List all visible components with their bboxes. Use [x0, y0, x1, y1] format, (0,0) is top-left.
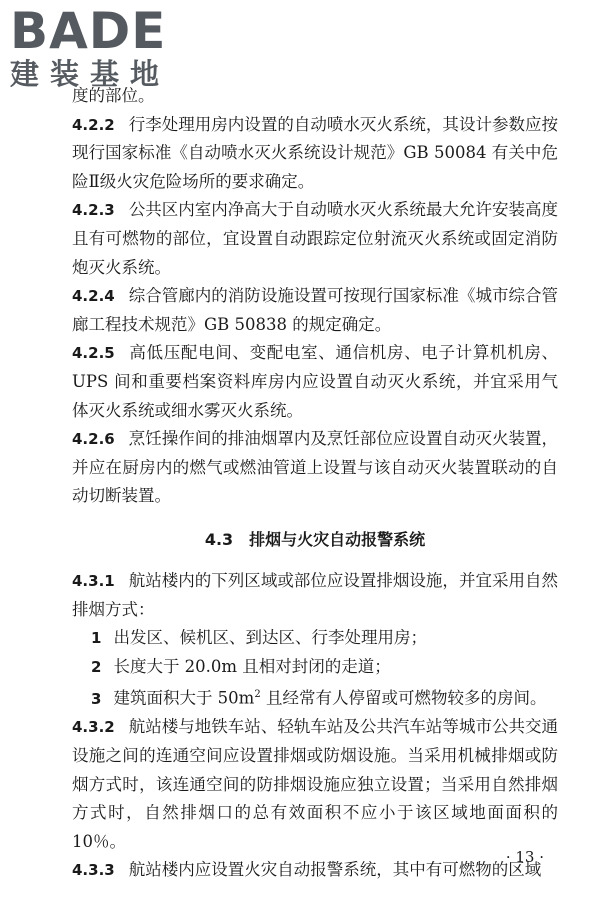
document-page	[72, 82, 558, 885]
clause-number: 4.3.3	[72, 861, 115, 880]
clause-number: 4.2.4	[72, 287, 115, 306]
section-number: 4.3	[204, 529, 234, 549]
section-title: 排烟与火灾自动报警系统	[249, 529, 426, 549]
clause-text: 航站楼内应设置火灾自动报警系统，其中有可燃物的区域	[128, 860, 542, 880]
item-number: 2	[91, 657, 102, 676]
clause-number: 4.3.2	[72, 718, 115, 737]
clause-number: 4.2.2	[72, 115, 115, 134]
clause-number: 4.3.1	[72, 571, 115, 590]
item-number: 1	[91, 629, 102, 648]
clause-text: 航站楼与地铁车站、轻轨车站及公共汽车站等城市公共交通设施之间的连通空间应设置排烟或防烟设施。当采用机械排烟或防烟方式时，该连通空间的防排烟设施应独立设置；当采用自然排烟方式时，自然排烟口的总有效面积不应小于该区域地面面积的 10％。	[72, 717, 558, 851]
item-number: 3	[91, 689, 102, 708]
clause-text: 烹饪操作间的排油烟罩内及烹饪部位应设置自动灭火装置，并应在厨房内的燃气或燃油管道上设置与该自动灭火装置联动的自动切断装置。	[72, 429, 558, 506]
item-text: 长度大于 20.0m 且相对封闭的走道；	[113, 656, 391, 676]
bade-logo	[10, 2, 180, 91]
superscript: 2	[254, 689, 261, 701]
clause-4-2-4	[72, 282, 558, 339]
clause-number: 4.2.3	[72, 201, 115, 220]
clause-4-3-1	[72, 567, 558, 624]
clause-number: 4.2.5	[72, 344, 115, 363]
clause-4-2-3	[72, 196, 558, 282]
page-number: · 13 ·	[505, 848, 544, 866]
clause-4-2-5	[72, 339, 558, 425]
clause-text: 行李处理用房内设置的自动喷水灭火系统，其设计参数应按现行国家标准《自动喷水灭火系统设计规范》GB 50084 有关中危险Ⅱ级火灾危险场所的要求确定。	[72, 114, 558, 191]
logo-subtitle: 建装基地	[10, 57, 171, 91]
clause-text: 航站楼内的下列区域或部位应设置排烟设施，并宜采用自然排烟方式：	[72, 570, 558, 619]
item-text: 出发区、候机区、到达区、行李处理用房；	[113, 628, 427, 648]
list-item	[72, 653, 558, 682]
clause-4-3-3	[72, 856, 558, 885]
clause-text: 高低压配电间、变配电室、通信机房、电子计算机机房、UPS 间和重要档案资料库房内应设置自动灭火系统，并宜采用气体灭火系统或细水雾灭火系统。	[72, 343, 558, 420]
item-text-before: 建筑面积大于 50m	[113, 688, 255, 708]
clause-number: 4.2.6	[72, 430, 115, 449]
list-item	[72, 681, 558, 713]
intro-fragment: 度的部位。	[72, 86, 155, 105]
item-text-after: 且经常有人停留或可燃物较多的房间。	[260, 688, 547, 708]
clause-text: 综合管廊内的消防设施设置可按现行国家标准《城市综合管廊工程技术规范》GB 50838 的规定确定。	[72, 286, 558, 334]
clause-text: 公共区内室内净高大于自动喷水灭火系统最大允许安装高度且有可燃物的部位，宜设置自动跟踪定位射流灭火系统或固定消防炮灭火系统。	[72, 200, 558, 277]
list-item	[72, 624, 558, 653]
clause-4-2-2	[72, 111, 558, 197]
clause-4-3-2	[72, 713, 558, 856]
logo-wordmark: BADE	[10, 2, 167, 60]
section-heading	[72, 527, 558, 553]
clause-4-2-6	[72, 425, 558, 511]
